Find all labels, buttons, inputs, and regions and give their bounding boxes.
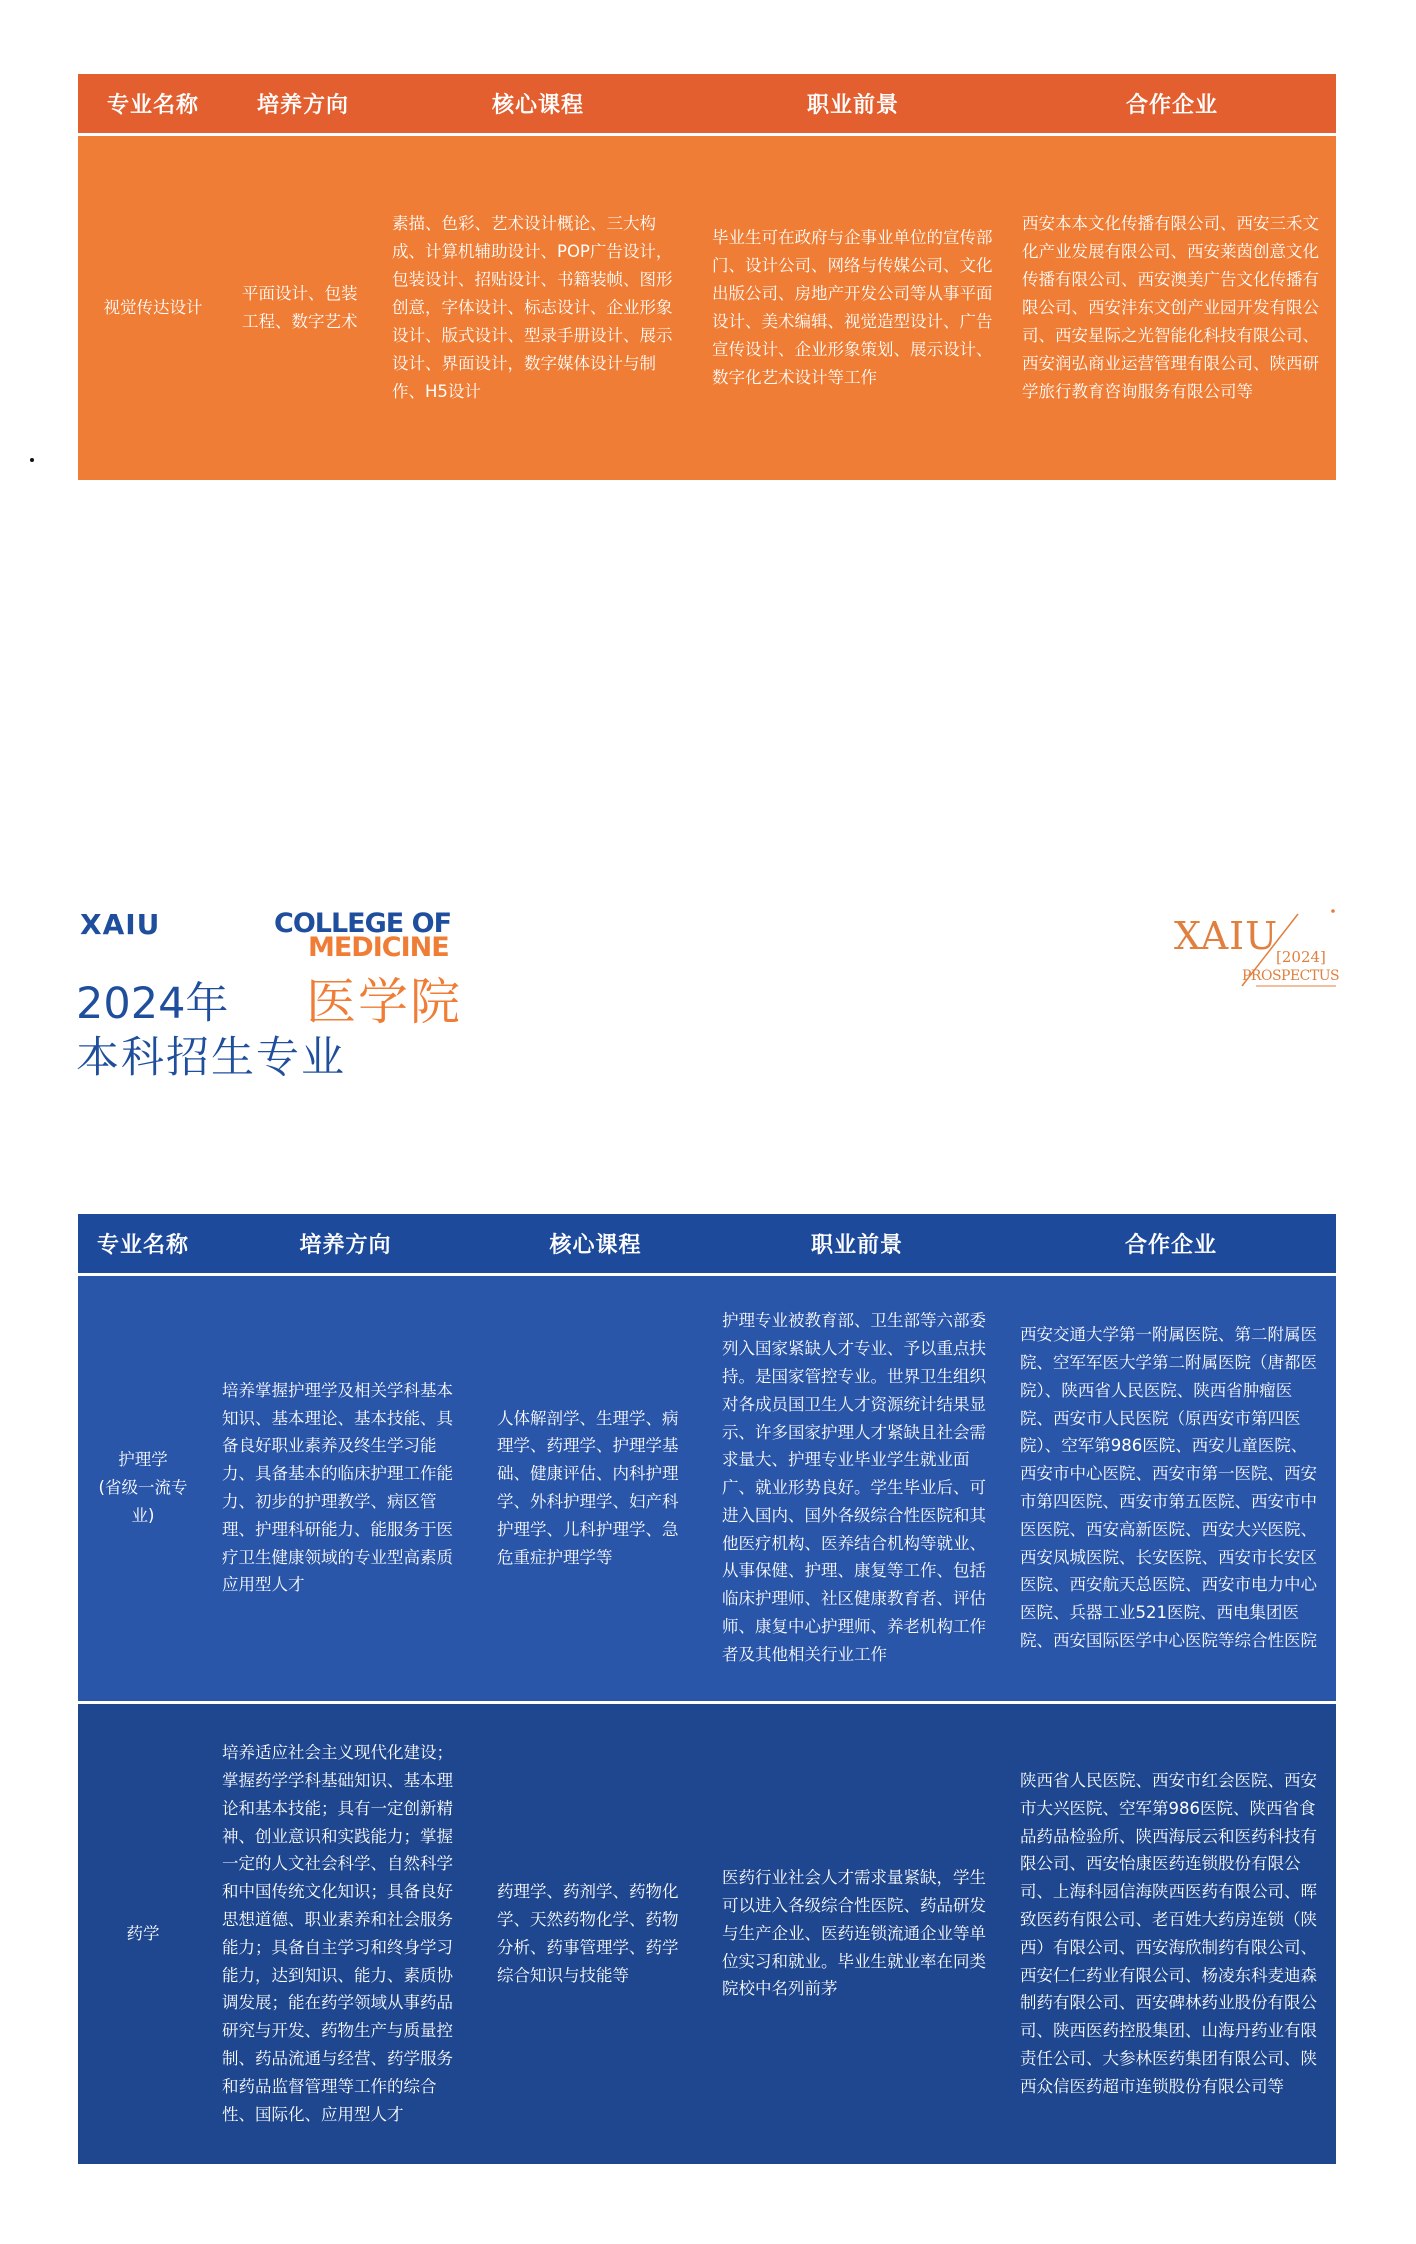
xaiu-logo: XAIU xyxy=(80,908,161,941)
direction-cell: 培养掌握护理学及相关学科基本知识、基本理论、基本技能、具备良好职业素养及终生学习能力、具备基本的临床护理工作能力、初步的护理教学、病区管理、护理科研能力、能服务于医疗卫生健康领域的专业型高素质应用型人才 xyxy=(208,1274,483,1702)
prospectus-logo xyxy=(1170,904,1340,990)
major-name-cell: 视觉传达设计 xyxy=(78,134,228,480)
courses-cell: 素描、色彩、艺术设计概论、三大构成、计算机辅助设计、POP广告设计，包装设计、招贴设计、书籍装帧、图形创意，字体设计、标志设计、企业形象设计、版式设计、型录手册设计、展示设计、界面设计，数字媒体设计与制作、H5设计 xyxy=(378,134,698,480)
career-cell: 医药行业社会人才需求量紧缺，学生可以进入各级综合性医院、药品研发与生产企业、医药连锁流通企业等单位实习和就业。毕业生就业率在同类院校中名列前茅 xyxy=(708,1702,1006,2164)
col-header-courses: 核心课程 xyxy=(483,1214,708,1274)
college-cn-title: 医学院 xyxy=(306,973,462,1031)
major-name-cell xyxy=(78,1274,208,1702)
col-header-partners: 合作企业 xyxy=(1006,1214,1336,1274)
college-en-line2: MEDICINE xyxy=(308,932,449,963)
prospectus-year-text: [2024] xyxy=(1276,948,1326,966)
table-row xyxy=(78,134,1336,480)
direction-cell: 培养适应社会主义现代化建设；掌握药学学科基础知识、基本理论和基本技能；具有一定创新精神、创业意识和实践能力；掌握一定的人文社会科学、自然科学和中国传统文化知识；具备良好思想道德、职业素养和社会服务能力；具备自主学习和终身学习能力，达到知识、能力、素质协调发展；能在药学领域从事药品研究与开发、药物生产与质量控制、药品流通与经营、药学服务和药品监督管理等工作的综合性、国际化、应用型人才 xyxy=(208,1702,483,2164)
courses-cell: 人体解剖学、生理学、病理学、药理学、护理学基础、健康评估、内科护理学、外科护理学、妇产科护理学、儿科护理学、急危重症护理学等 xyxy=(483,1274,708,1702)
prospectus-word-text: PROSPECTUS xyxy=(1242,968,1340,984)
col-header-courses: 核心课程 xyxy=(378,74,698,134)
major-name-cell: 药学 xyxy=(78,1702,208,2164)
table-header-row xyxy=(78,1214,1336,1274)
college-en-line1: COLLEGE OF xyxy=(274,908,452,939)
col-header-career: 职业前景 xyxy=(708,1214,1006,1274)
col-header-major: 专业名称 xyxy=(78,74,228,134)
prospectus-xaiu-text: XAIU xyxy=(1174,914,1279,958)
page-subtitle: 本科招生专业 xyxy=(76,1033,346,1083)
partners-cell: 陕西省人民医院、西安市红会医院、西安市大兴医院、空军第986医院、陕西省食品药品检验所、陕西海辰云和医药科技有限公司、西安怡康医药连锁股份有限公司、上海科园信海陕西医药有限公司、晖致医药有限公司、老百姓大药房连锁（陕西）有限公司、西安海欣制药有限公司、西安仁仁药业有限公司、杨凌东科麦迪森制药有限公司、西安碑林药业股份有限公司、陕西医药控股集团、山海丹药业有限责任公司、大参林医药集团有限公司、陕西众信医药超市连锁股份有限公司等 xyxy=(1006,1702,1336,2164)
career-cell: 护理专业被教育部、卫生部等六部委列入国家紧缺人才专业、予以重点扶持。是国家管控专业。世界卫生组织对各成员国卫生人才资源统计结果显示、许多国家护理人才紧缺且社会需求量大、护理专业毕业学生就业面广、就业形势良好。学生毕业后、可进入国内、国外各级综合性医院和其他医疗机构、医养结合机构等就业、从事保健、护理、康复等工作、包括临床护理师、社区健康教育者、评估师、康复中心护理师、养老机构工作者及其他相关行业工作 xyxy=(708,1274,1006,1702)
col-header-direction: 培养方向 xyxy=(208,1214,483,1274)
stray-dot xyxy=(30,458,34,462)
direction-cell: 平面设计、包装工程、数字艺术 xyxy=(228,134,378,480)
col-header-partners: 合作企业 xyxy=(1008,74,1336,134)
col-header-career: 职业前景 xyxy=(698,74,1008,134)
partners-cell: 西安交通大学第一附属医院、第二附属医院、空军军医大学第二附属医院（唐都医院）、陕西省人民医院、陕西省肿瘤医院、西安市人民医院（原西安市第四医院）、空军第986医院、西安儿童医院、西安市中心医院、西安市第一医院、西安市第四医院、西安市第五医院、西安市中医医院、西安高新医院、西安大兴医院、西安凤城医院、长安医院、西安市长安区医院、西安航天总医院、西安市电力中心医院、兵器工业521医院、西电集团医院、西安国际医学中心医院等综合性医院 xyxy=(1006,1274,1336,1702)
table-row xyxy=(78,1274,1336,1702)
major-name: 护理学 xyxy=(118,1450,168,1470)
design-major-table xyxy=(78,74,1336,480)
partners-cell: 西安本本文化传播有限公司、西安三禾文化产业发展有限公司、西安莱茵创意文化传播有限公司、西安澳美广告文化传播有限公司、西安沣东文创产业园开发有限公司、西安星际之光智能化科技有限公司、西安润弘商业运营管理有限公司、陕西研学旅行教育咨询服务有限公司等 xyxy=(1008,134,1336,480)
courses-cell: 药理学、药剂学、药物化学、天然药物化学、药物分析、药事管理学、药学综合知识与技能等 xyxy=(483,1702,708,2164)
table-row xyxy=(78,1702,1336,2164)
major-note: (省级一流专业) xyxy=(98,1478,188,1525)
col-header-direction: 培养方向 xyxy=(228,74,378,134)
career-cell: 毕业生可在政府与企事业单位的宣传部门、设计公司、网络与传媒公司、文化出版公司、房地产开发公司等从事平面设计、美术编辑、视觉造型设计、广告宣传设计、企业形象策划、展示设计、数字化艺术设计等工作 xyxy=(698,134,1008,480)
table-header-row xyxy=(78,74,1336,134)
medicine-major-table xyxy=(78,1214,1336,2164)
year-title: 2024年 xyxy=(76,979,229,1029)
col-header-major: 专业名称 xyxy=(78,1214,208,1274)
